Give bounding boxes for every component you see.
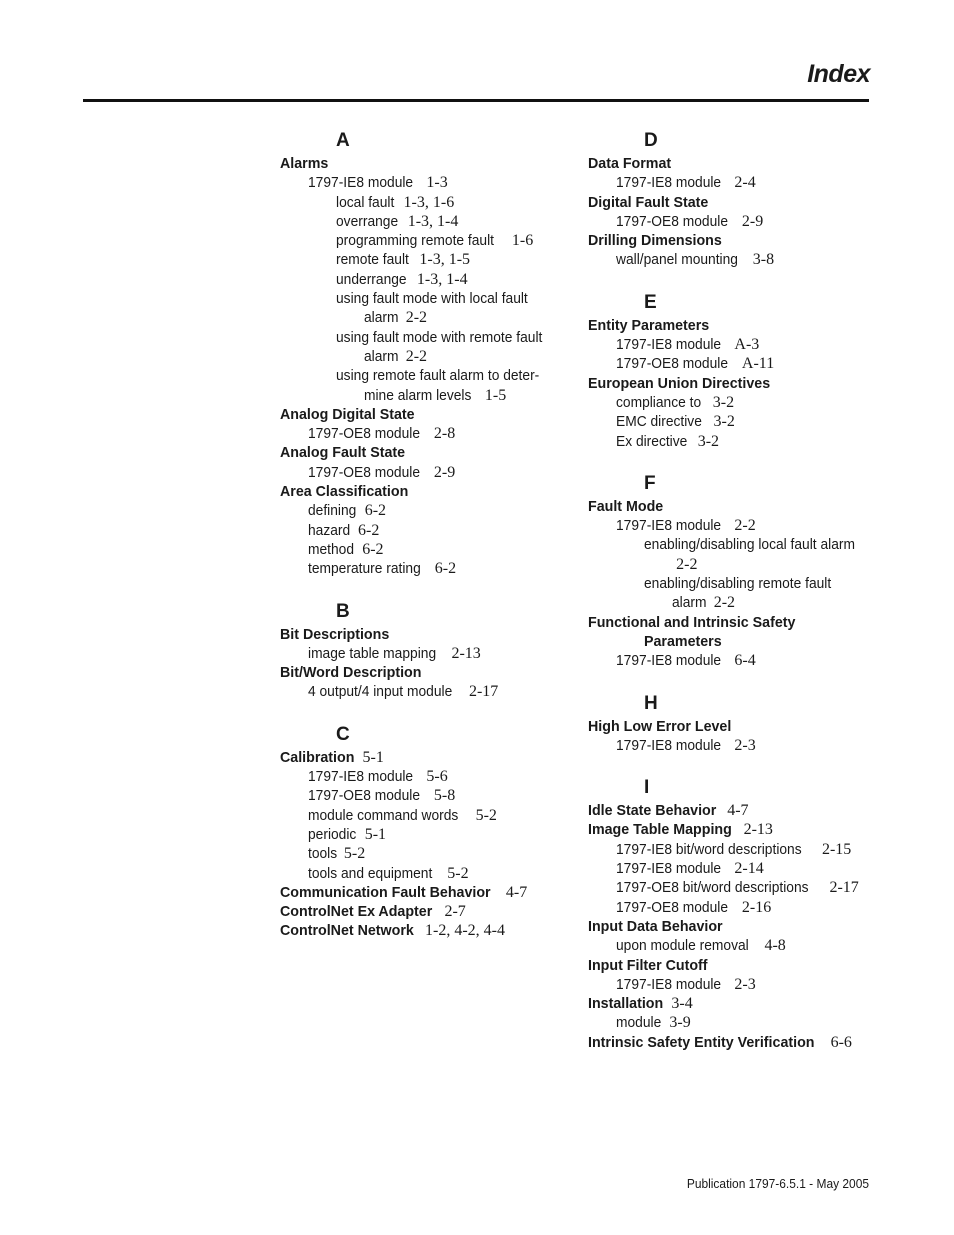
page-reference: 2-14	[734, 860, 764, 878]
index-subentry	[280, 559, 570, 578]
index-subentry	[280, 386, 570, 405]
index-section-h	[588, 691, 878, 756]
index-term	[588, 956, 878, 975]
term-label: ControlNet Network	[280, 922, 414, 940]
page-reference: 5-2	[343, 845, 366, 863]
index-section-i	[588, 775, 878, 1052]
term-label: ControlNet Ex Adapter	[280, 903, 433, 921]
term-label: Data Format	[588, 155, 672, 172]
index-subentry	[588, 859, 878, 878]
page-reference: 5-2	[447, 864, 469, 882]
index-subentry	[588, 516, 878, 535]
subentry-label: 4 output/4 input module	[308, 683, 453, 701]
index-term	[588, 316, 878, 335]
page-reference: 6-2	[434, 560, 457, 578]
index-subentry	[280, 806, 570, 825]
header-rule	[83, 99, 869, 102]
index-subentry	[588, 651, 878, 670]
index-subentry	[588, 840, 878, 859]
index-term	[280, 625, 570, 644]
publication-footer: Publication 1797-6.5.1 - May 2005	[686, 1176, 869, 1191]
page-reference: 6-2	[358, 521, 380, 539]
index-column-right	[588, 128, 878, 1072]
page-reference: 2-3	[734, 736, 756, 754]
subentry-label: 1797-IE8 module	[616, 174, 722, 192]
subentry-label: mine alarm levels	[364, 386, 472, 404]
subentry-label: tools and equipment	[308, 864, 433, 882]
page-reference: 2-2	[405, 347, 428, 365]
subentry-label: EMC directive	[616, 413, 702, 431]
index-section-c	[280, 722, 570, 941]
subentry-label: remote fault	[336, 251, 409, 269]
subentry-label: wall/panel mounting	[616, 251, 738, 269]
index-subentry	[280, 366, 570, 385]
index-term	[588, 717, 878, 736]
section-letter: E	[644, 291, 657, 313]
subentry-label: 1797-IE8 module	[616, 975, 722, 993]
page-reference: 5-2	[475, 806, 497, 824]
subentry-label: using fault mode with remote fault	[336, 328, 543, 346]
term-label: Fault Mode	[588, 497, 664, 515]
index-subentry	[280, 540, 570, 559]
subentry-label: compliance to	[616, 393, 702, 411]
subentry-label: defining	[308, 502, 357, 520]
index-term	[588, 374, 878, 393]
index-subentry	[280, 424, 570, 443]
page-reference: 2-4	[734, 174, 756, 192]
index-term	[588, 917, 878, 936]
page-reference: 1-5	[484, 386, 507, 404]
index-term	[588, 154, 878, 173]
page-reference: 2-8	[433, 425, 456, 443]
term-label: High Low Error Level	[588, 717, 732, 735]
index-term	[280, 748, 570, 767]
index-term	[280, 482, 570, 501]
index-term	[280, 443, 570, 462]
index-subentry	[280, 231, 570, 250]
term-label: Analog Fault State	[280, 444, 406, 462]
index-subentry	[588, 412, 878, 431]
index-term	[588, 497, 878, 516]
index-section-f	[588, 471, 878, 671]
subentry-label: module	[616, 1014, 662, 1032]
index-term	[588, 632, 878, 651]
index-subentry	[280, 270, 570, 289]
index-subentry	[280, 289, 570, 308]
subentry-label: alarm	[364, 347, 399, 365]
subentry-label: Ex directive	[616, 432, 688, 450]
index-subentry	[588, 555, 878, 574]
index-subentry	[280, 250, 570, 269]
page-reference: 2-2	[734, 517, 756, 535]
index-subentry	[588, 432, 878, 451]
subentry-label: 1797-OE8 module	[616, 355, 729, 373]
term-label: Installation	[588, 995, 664, 1013]
page-reference: 1-3	[426, 174, 448, 192]
page-reference: 1-3, 1-4	[407, 212, 459, 230]
index-subentry	[588, 878, 878, 897]
page-reference: A-3	[734, 336, 760, 354]
index-term	[280, 663, 570, 682]
index-term	[280, 902, 570, 921]
index-term	[588, 994, 878, 1013]
page-reference: 5-8	[433, 787, 456, 805]
subentry-label: hazard	[308, 521, 351, 539]
subentry-label: 1797-IE8 module	[308, 768, 414, 786]
subentry-label: 1797-IE8 bit/word descriptions	[616, 840, 802, 858]
page-reference: 3-9	[669, 1014, 691, 1032]
page-reference: 2-17	[829, 879, 859, 897]
subentry-label: periodic	[308, 825, 357, 843]
index-term	[280, 405, 570, 424]
index-subentry	[280, 786, 570, 805]
page-reference: 2-7	[444, 903, 466, 921]
index-term	[588, 193, 878, 212]
index-subentry	[588, 250, 878, 269]
subentry-label: 1797-OE8 module	[616, 898, 729, 916]
term-label: European Union Directives	[588, 374, 771, 392]
subentry-label: using fault mode with local fault	[336, 290, 528, 308]
index-subentry	[588, 354, 878, 373]
page-reference: 3-8	[752, 251, 775, 269]
page-reference: 3-4	[671, 995, 693, 1013]
index-subentry	[280, 193, 570, 212]
term-label: Communication Fault Behavior	[280, 883, 491, 901]
section-letter: B	[336, 600, 350, 622]
index-subentry	[280, 212, 570, 231]
term-label: Input Filter Cutoff	[588, 956, 708, 974]
index-term	[588, 820, 878, 839]
subentry-label: underrange	[336, 270, 407, 288]
page-reference: 3-2	[712, 393, 735, 411]
index-subentry	[588, 212, 878, 231]
page-reference: 1-2, 4-2, 4-4	[425, 922, 505, 940]
subentry-label: tools	[308, 845, 338, 863]
index-term	[588, 801, 878, 820]
section-letter: F	[644, 472, 656, 494]
term-label: Bit Descriptions	[280, 625, 390, 643]
index-subentry	[588, 393, 878, 412]
term-label: Digital Fault State	[588, 193, 709, 211]
subentry-label: using remote fault alarm to deter-	[336, 367, 540, 385]
page-reference: 4-7	[505, 883, 528, 901]
subentry-label: alarm	[364, 309, 399, 327]
page-reference: 2-13	[451, 644, 481, 662]
subentry-label: module command words	[308, 806, 459, 824]
subentry-label: 1797-OE8 bit/word descriptions	[616, 879, 809, 897]
term-label: Drilling Dimensions	[588, 232, 722, 250]
term-label: Parameters	[644, 632, 722, 650]
index-subentry	[588, 736, 878, 755]
section-letter: D	[644, 130, 658, 151]
term-label: Input Data Behavior	[588, 917, 723, 935]
index-column-left	[280, 128, 570, 961]
index-term	[588, 613, 878, 632]
section-letter: C	[336, 723, 350, 745]
index-subentry	[588, 1013, 878, 1032]
subentry-label: enabling/disabling local fault alarm	[644, 536, 855, 554]
term-label: Entity Parameters	[588, 316, 710, 334]
term-label: Alarms	[280, 155, 329, 172]
subentry-label: overrange	[336, 212, 399, 230]
page-reference: 6-2	[362, 540, 384, 558]
subentry-label: image table mapping	[308, 644, 437, 662]
term-label: Area Classification	[280, 483, 409, 501]
subentry-label: 1797-OE8 module	[308, 787, 421, 805]
page-reference: 2-2	[676, 555, 698, 573]
subentry-label: 1797-IE8 module	[616, 517, 722, 535]
index-subentry	[588, 936, 878, 955]
page-reference: 2-17	[468, 683, 499, 701]
subentry-label: 1797-IE8 module	[616, 860, 722, 878]
page-reference: 6-2	[364, 502, 387, 520]
index-subentry	[280, 328, 570, 347]
page-title: Index	[807, 60, 870, 88]
page-reference: 2-2	[405, 309, 428, 327]
page-reference: 2-13	[743, 821, 773, 839]
index-subentry	[588, 975, 878, 994]
index-subentry	[280, 521, 570, 540]
index-subentry	[588, 593, 878, 612]
page-reference: 6-6	[830, 1033, 852, 1051]
index-subentry	[588, 335, 878, 354]
page-reference: 2-15	[821, 840, 852, 858]
index-subentry	[280, 864, 570, 883]
term-label: Bit/Word Description	[280, 664, 422, 682]
subentry-label: enabling/disabling remote fault	[644, 575, 832, 593]
index-subentry	[280, 844, 570, 863]
index-section-b	[280, 599, 570, 702]
page-reference: 1-3, 1-6	[403, 193, 455, 211]
index-term	[588, 231, 878, 250]
page-reference: 3-2	[697, 432, 720, 450]
index-subentry	[588, 898, 878, 917]
subentry-label: 1797-IE8 module	[616, 336, 722, 354]
term-label: Image Table Mapping	[588, 821, 732, 839]
index-subentry	[280, 644, 570, 663]
index-subentry	[588, 574, 878, 593]
index-subentry	[280, 767, 570, 786]
page-reference: 2-2	[713, 594, 736, 612]
term-label: Analog Digital State	[280, 405, 415, 423]
index-subentry	[280, 173, 570, 192]
subentry-label: 1797-IE8 module	[616, 736, 722, 754]
index-subentry	[588, 173, 878, 192]
index-subentry	[280, 682, 570, 701]
page-reference: A-11	[741, 355, 775, 373]
index-subentry	[588, 535, 878, 554]
term-label: Idle State Behavior	[588, 802, 717, 820]
index-section-a	[280, 128, 570, 579]
subentry-label: 1797-IE8 module	[616, 652, 722, 670]
index-subentry	[280, 347, 570, 366]
page-reference: 2-3	[734, 975, 756, 993]
term-label: Functional and Intrinsic Safety	[588, 613, 796, 631]
page-reference: 5-1	[362, 748, 384, 766]
term-label: Calibration	[280, 748, 355, 766]
subentry-label: 1797-OE8 module	[308, 463, 421, 481]
section-letter: A	[336, 130, 350, 151]
page-reference: 1-3, 1-4	[416, 270, 468, 288]
page-reference: 5-6	[426, 768, 448, 786]
index-subentry	[280, 308, 570, 327]
subentry-label: 1797-IE8 module	[308, 174, 414, 192]
page-reference: 3-2	[713, 413, 735, 431]
subentry-label: programming remote fault	[336, 232, 495, 250]
subentry-label: 1797-OE8 module	[616, 212, 729, 230]
page-reference: 6-4	[734, 652, 756, 670]
index-term	[588, 1033, 878, 1052]
index-subentry	[280, 501, 570, 520]
section-letter: I	[644, 777, 650, 799]
subentry-label: local fault	[336, 193, 395, 211]
page-reference: 4-7	[727, 802, 749, 820]
term-label: Intrinsic Safety Entity Verification	[588, 1033, 815, 1051]
subentry-label: 1797-OE8 module	[308, 425, 421, 443]
subentry-label: alarm	[672, 594, 707, 612]
index-subentry	[280, 825, 570, 844]
page-reference: 2-16	[741, 898, 772, 916]
index-subentry	[280, 463, 570, 482]
page-reference: 4-8	[764, 937, 786, 955]
subentry-label: temperature rating	[308, 560, 421, 578]
subentry-label: upon module removal	[616, 937, 749, 955]
index-section-e	[588, 290, 878, 451]
page-reference: 2-9	[741, 212, 764, 230]
section-letter: H	[644, 692, 658, 714]
index-section-d	[588, 128, 878, 270]
page-reference: 1-6	[511, 232, 534, 250]
index-term	[280, 154, 570, 173]
subentry-label: method	[308, 540, 355, 558]
index-term	[280, 883, 570, 902]
page-reference: 1-3, 1-5	[419, 251, 471, 269]
index-term	[280, 921, 570, 940]
page-reference: 2-9	[433, 463, 456, 481]
page-reference: 5-1	[364, 825, 387, 843]
